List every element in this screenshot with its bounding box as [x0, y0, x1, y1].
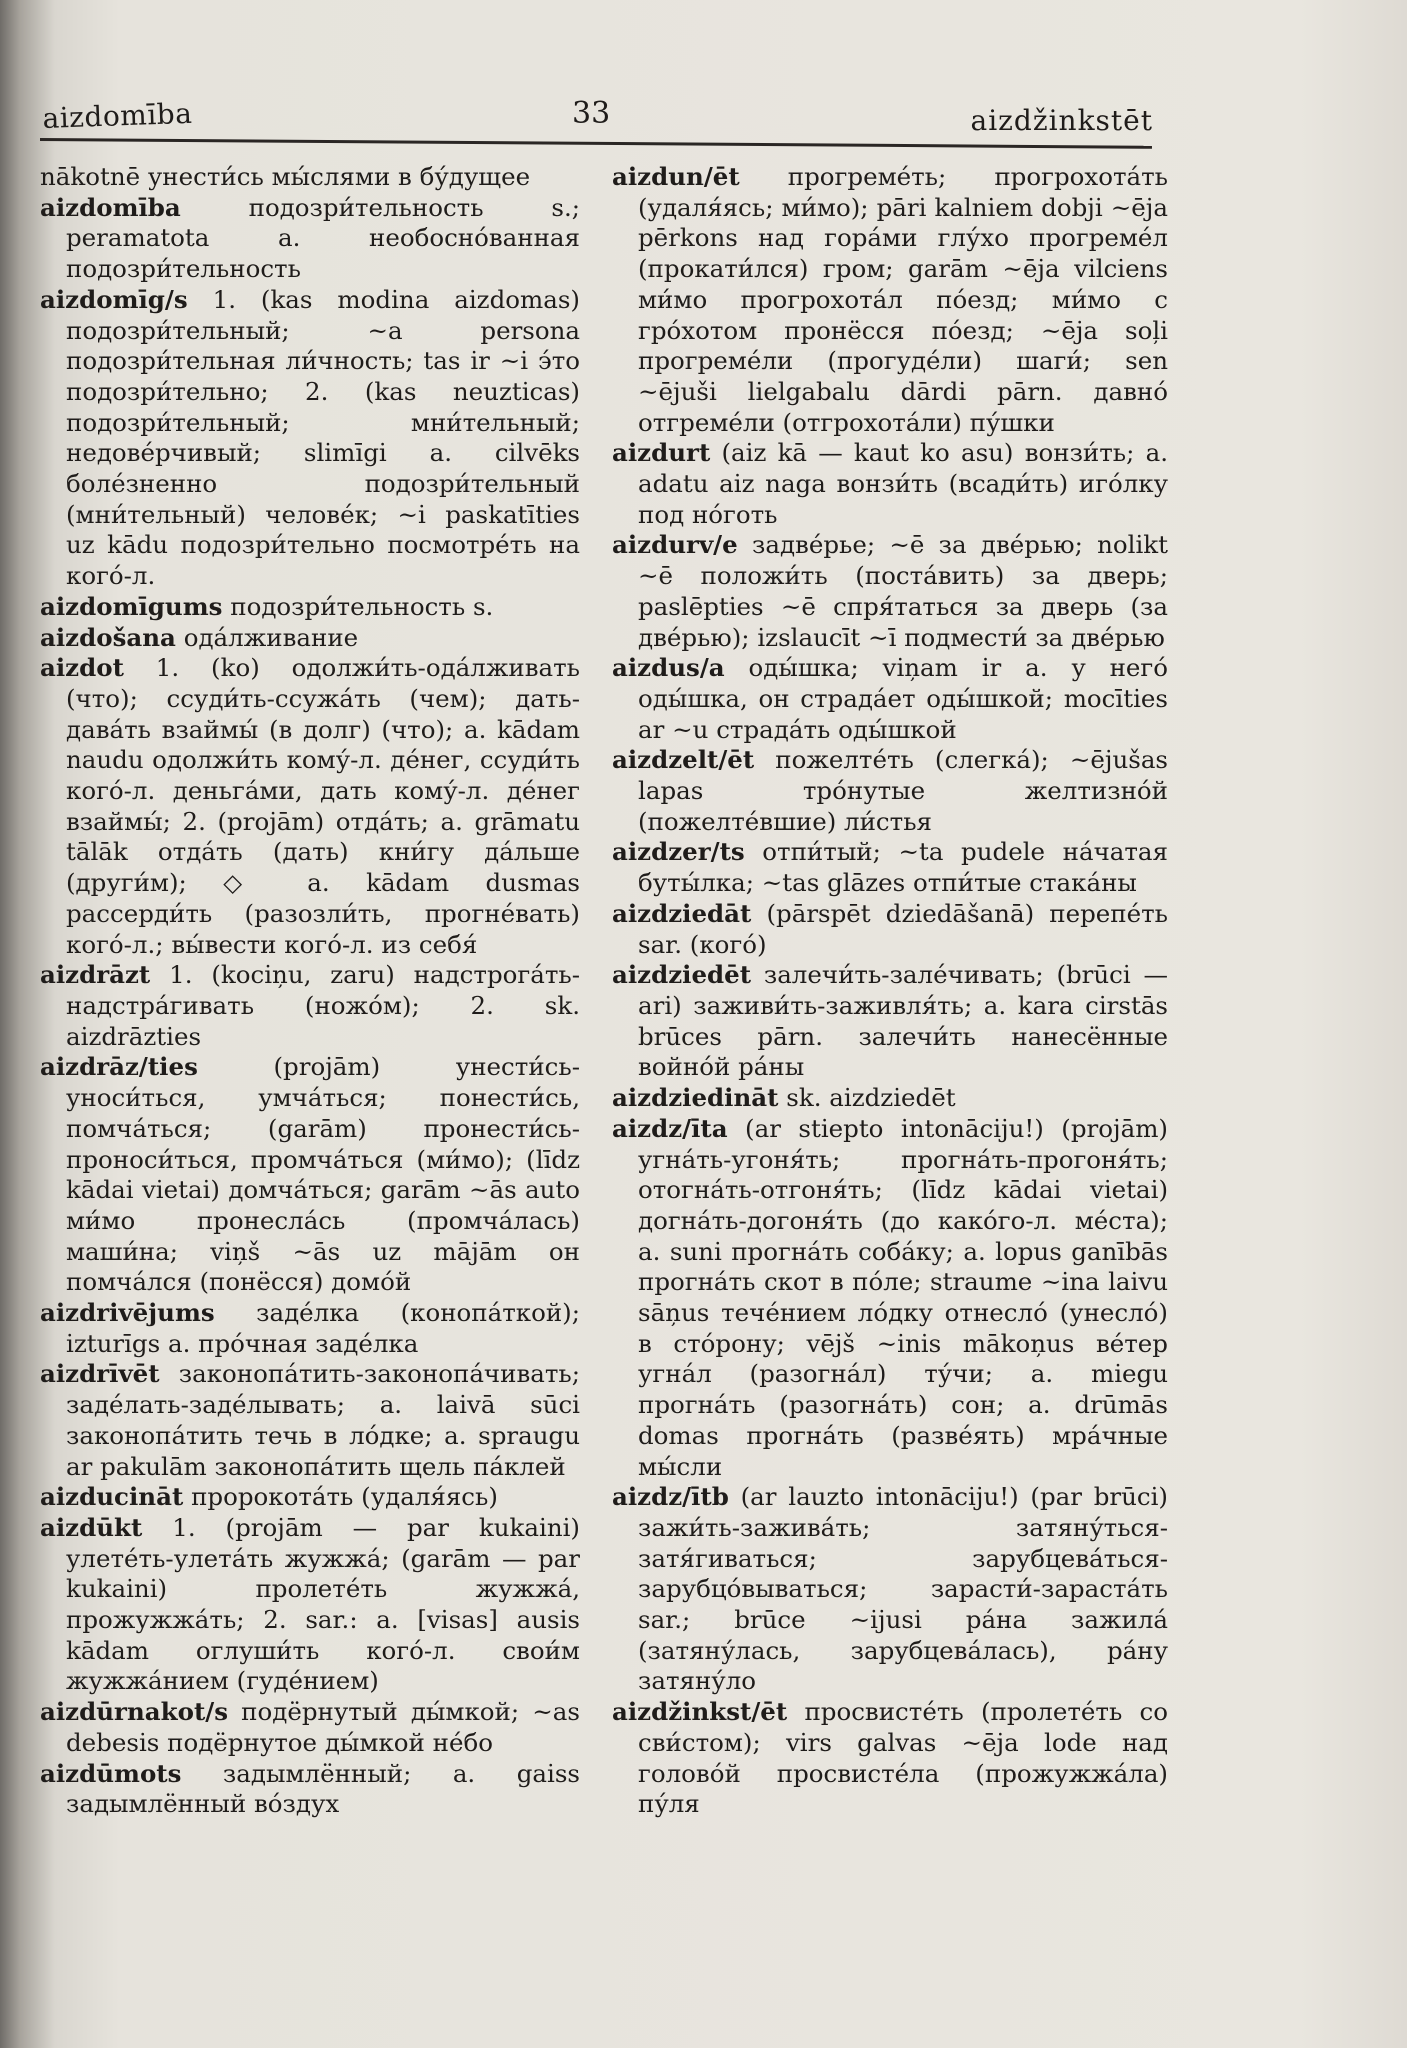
- dictionary-entry: [612, 837, 1168, 898]
- entry-definition: отпи́тый; ~ta pudele на́чатая буты́лка; ~tas glāzes отпи́тые стака́ны: [638, 837, 1168, 898]
- dictionary-entry: [612, 745, 1168, 837]
- entry-definition: задымлённый; a. gaiss задымлённый во́здух: [66, 1758, 580, 1819]
- entry-definition: 1. (kas modina aizdomas) подозри́тельный; ~a persona подозри́тельная ли́чность; tas ir ~i э́то подозри́тельно; 2. (kas neuzticas) подозри́тельный; мни́тельный; недове́рчивый; slimīgi a. cilvēks боле́зненно подозри́тельный (мни́тельный) челове́к; ~i paskatīties uz kādu подозри́тельно посмотре́ть на кого́-л.: [66, 284, 580, 591]
- dictionary-entry: [40, 623, 580, 654]
- dictionary-entry: [612, 438, 1168, 530]
- entry-headword: aizdun/ēt: [612, 162, 740, 191]
- header-left-guide-word: aizdomība: [42, 96, 193, 135]
- dictionary-entry: [40, 1359, 580, 1482]
- dictionary-entry: [612, 1083, 1168, 1114]
- entry-headword: aizdz/īta: [612, 1113, 728, 1143]
- dictionary-entry: [612, 1114, 1168, 1482]
- dictionary-entry: [40, 653, 580, 960]
- page-number: 33: [572, 96, 611, 131]
- dictionary-entry: [612, 899, 1168, 960]
- entry-definition: подозри́тельность s.: [222, 591, 494, 621]
- header-right-guide-word: aizdžinkstēt: [970, 104, 1153, 137]
- entry-headword: aizdrīvēt: [40, 1359, 160, 1389]
- dictionary-entry: [40, 1759, 580, 1820]
- dictionary-entry: [40, 162, 580, 193]
- dictionary-entry: [612, 653, 1168, 745]
- entry-headword: aizdūkt: [40, 1512, 143, 1542]
- entry-definition: пожелте́ть (слегка́); ~ējušas lapas тро́нутые желтизно́й (пожелте́вшие) ли́стья: [638, 745, 1168, 836]
- entry-definition: 1. (ko) одолжи́ть-ода́лживать (что); ссуди́ть-ссужа́ть (чем); дать-дава́ть взаймы́ (в долг) (что); a. kādam naudu одолжи́ть кому́-л. де́нег, ссуди́ть кого́-л. деньга́ми, дать кому́-л. де́нег взаймы́; 2. (projām) отда́ть; a. grāmatu tālāk отда́ть (дать) кни́гу да́льше (други́м); ◇ a. kādam dusmas рассерди́ть (разозли́ть, прогне́вать) кого́-л.; вы́вести кого́-л. из себя́: [66, 653, 580, 959]
- entry-headword: aizdūrnakot/s: [40, 1697, 229, 1727]
- entry-definition: законопа́тить-законопа́чивать; заде́лать-заде́лывать; a. laivā sūci законопа́тить течь в ло́дке; a. spraugu ar pakulām законопа́тить щель па́клей: [66, 1359, 580, 1481]
- entry-headword: aizdrāz/ties: [40, 1052, 198, 1082]
- entry-headword: aizdžinkst/ēt: [612, 1697, 788, 1727]
- dictionary-entry: [40, 592, 580, 623]
- entry-definition: 1. (kociņu, zaru) надстрога́ть-надстра́гивать (ножо́м); 2. sk. aizdrāzties: [66, 960, 580, 1051]
- entry-definition: задве́рье; ~ē за две́рью; nolikt ~ē положи́ть (поста́вить) за дверь; paslēpties ~ē спря́таться за дверь (за две́рью); izslaucīt ~ī подмести́ за две́рью: [638, 530, 1168, 652]
- dictionary-entry: [40, 1697, 580, 1758]
- left-column: [40, 162, 580, 1820]
- entry-headword: aizdziedināt: [612, 1083, 779, 1113]
- page-header: [42, 96, 1153, 142]
- entry-headword: aizdomīg/s: [40, 284, 188, 314]
- entry-headword: aizdurt: [612, 438, 711, 468]
- dictionary-entry: [40, 1513, 580, 1697]
- dictionary-entry: [40, 1298, 580, 1359]
- dictionary-entry: [612, 1697, 1168, 1820]
- dictionary-entry: [612, 530, 1168, 653]
- entry-headword: aizdomīgums: [40, 591, 223, 621]
- entry-definition: (ar stiepto intonāciju!) (projām) угна́ть-угоня́ть; прогна́ть-прогоня́ть; отогна́ть-отгоня́ть; (līdz kādai vietai) догна́ть-догоня́ть (до како́го-л. ме́ста); a. suni прогна́ть соба́ку; a. lopus ganībās прогна́ть скот в по́ле; straume ~ina laivu sāņus тече́нием ло́дку отнесло́ (унесло́) в сто́рону; vējš ~inis mākoņus ве́тер угна́л (разогна́л) ту́чи; a. miegu прогна́ть (разогна́ть) сон; a. drūmās domas прогна́ть (разве́ять) мра́чные мы́сли: [638, 1113, 1168, 1481]
- entry-headword: aizdrivējums: [40, 1298, 215, 1328]
- entry-definition: пророкота́ть (удаля́ясь): [183, 1482, 498, 1512]
- entry-headword: aizdz/ītb: [612, 1482, 729, 1512]
- entry-headword: aizducināt: [40, 1482, 184, 1512]
- entry-headword: aizdzer/ts: [612, 837, 745, 867]
- entry-definition: подёрнутый ды́мкой; ~as debesis подёрнутое ды́мкой не́бо: [66, 1697, 580, 1757]
- entry-headword: aizdot: [40, 653, 124, 683]
- entry-headword: aizdus/a: [612, 653, 725, 683]
- entry-headword: aizdomība: [40, 192, 181, 222]
- entry-definition: залечи́ть-зале́чивать; (brūci — ari) заживи́ть-заживля́ть; a. kara cirstās brūces pārn. залечи́ть нанесённые войно́й ра́ны: [638, 960, 1168, 1082]
- entry-definition: просвисте́ть (пролете́ть со сви́стом); virs galvas ~ēja lode над голово́й просвисте́ла (прожужжа́ла) пу́ля: [638, 1697, 1168, 1819]
- dictionary-entry: [40, 1052, 580, 1298]
- dictionary-entry: [40, 1482, 580, 1513]
- entry-headword: aizdziedāt: [612, 898, 752, 928]
- entry-definition: (projām) унести́сь-уноси́ться, умча́ться; понести́сь, помча́ться; (garām) пронести́сь-проноси́ться, промча́ться (ми́мо); (līdz kādai vietai) домча́ться; garām ~ās auto ми́мо пронесла́сь (промча́лась) маши́на; viņš ~ās uz mājām он помча́лся (понёсся) домо́й: [66, 1052, 580, 1297]
- entry-definition: ода́лживание: [175, 622, 359, 652]
- dictionary-entry: [40, 193, 580, 285]
- entry-definition: заде́лка (конопа́ткой); izturīgs a. про́чная заде́лка: [66, 1298, 580, 1358]
- entry-definition: (pārspēt dziedāšanā) перепе́ть sar. (кого́): [638, 898, 1168, 959]
- dictionary-entry: [40, 285, 580, 592]
- dictionary-entry: [612, 960, 1168, 1083]
- entry-headword: aizdziedēt: [612, 960, 752, 990]
- dictionary-entry: [612, 1482, 1168, 1697]
- entry-definition: nākotnē унести́сь мы́слями в бу́дущее: [40, 162, 531, 191]
- entry-headword: aizdzelt/ēt: [612, 745, 755, 775]
- entry-definition: прогреме́ть; прогрохота́ть (удаля́ясь; ми́мо); pāri kalniem dobji ~ēja pērkons над гора́ми глу́хо прогреме́л (прокати́лся) гром; garām ~ēja vilciens ми́мо прогрохота́л по́езд; ми́мо с гро́хотом пронёсся по́езд; ~ēja soļi прогреме́ли (прогуде́ли) шаги́; sen ~ējuši lielgabalu dārdi pārn. давно́ отгреме́ли (отгрохота́ли) пу́шки: [638, 162, 1168, 437]
- dictionary-entry: [612, 162, 1168, 438]
- entry-headword: aizdurv/e: [612, 530, 738, 560]
- dictionary-entry: [40, 960, 580, 1052]
- entry-definition: подозри́тельность s.; peramatota a. необосно́ванная подозри́тельность: [66, 192, 580, 284]
- entry-definition: оды́шка; viņam ir a. у него́ оды́шка, он страда́ет оды́шкой; mocīties ar ~u страда́ть оды́шкой: [638, 653, 1168, 744]
- entry-headword: aizdūmots: [40, 1758, 182, 1788]
- entry-headword: aizdošana: [40, 622, 176, 652]
- entry-definition: (ar lauzto intonāciju!) (par brūci) зажи́ть-зажива́ть; затяну́ться-затя́гиваться; зарубцева́ться-зарубцо́вываться; зарасти́-зараста́ть sar.; brūce ~ijusi ра́на зажила́ (затяну́лась, зарубцева́лась), ра́ну затяну́ло: [638, 1482, 1168, 1696]
- entry-headword: aizdrāzt: [40, 960, 151, 990]
- entry-definition: sk. aizdziedēt: [778, 1083, 956, 1113]
- entry-definition: (aiz kā — kaut ko asu) вонзи́ть; a. adatu aiz naga вонзи́ть (всади́ть) иго́лку под но́готь: [638, 438, 1168, 529]
- right-column: [612, 162, 1168, 1820]
- entry-definition: 1. (projām — par kukaini) улете́ть-улета́ть жужжа́; (garām — par kukaini) пролете́ть жужжа́, прожужжа́ть; 2. sar.: a. [visas] ausis kādam оглуши́ть кого́-л. свои́м жужжа́нием (гуде́нием): [66, 1512, 580, 1696]
